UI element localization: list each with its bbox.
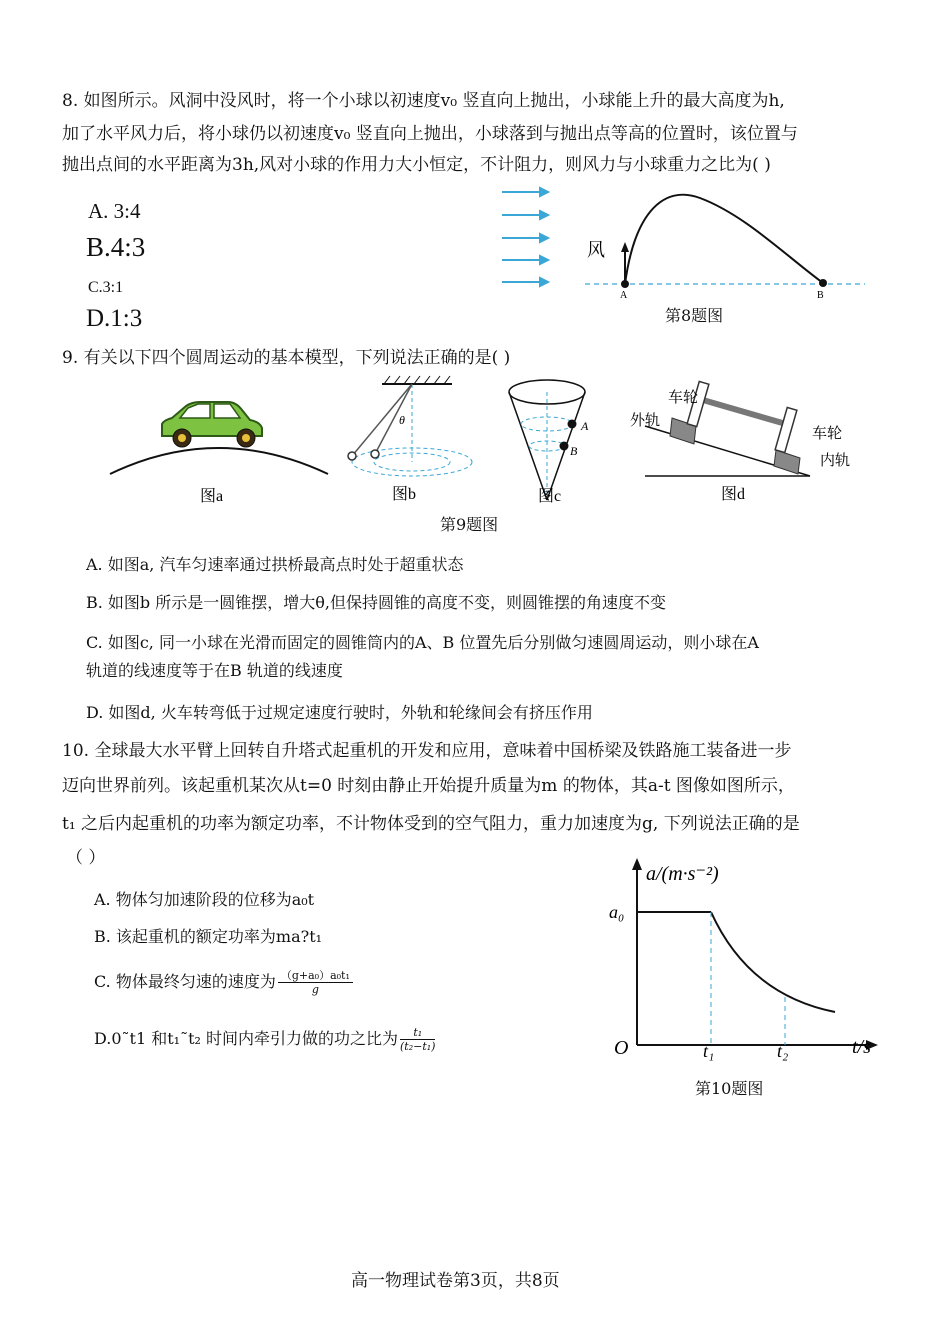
q10-stem-line4: （ ） xyxy=(66,848,106,868)
q9-figure xyxy=(100,372,860,512)
figure-a-car-on-bridge xyxy=(110,402,328,474)
q8-figure-caption: 第8题图 xyxy=(665,306,724,325)
q9-option-c-line2: 轨道的线速度等于在B 轨道的线速度 xyxy=(86,661,343,680)
figure-b-conical-pendulum xyxy=(348,376,472,476)
q10-option-d xyxy=(94,1026,435,1053)
q9-option-b: B. 如图b 所示是一圆锥摆，增大θ,但保持圆锥的高度不变，则圆锥摆的角速度不变 xyxy=(86,593,666,612)
figure-c-cone xyxy=(509,380,589,500)
point-b-dot xyxy=(819,279,827,287)
point-b-label: B xyxy=(817,290,824,300)
q8-stem-line1: 8. 如图所示。风洞中没风时，将一个小球以初速度v₀ 竖直向上抛出，小球能上升的最大高度为h, xyxy=(62,91,785,111)
q10-stem-line3: t₁ 之后内起重机的功率为额定功率，不计物体受到的空气阻力，重力加速度为g, 下列说法正确的是 xyxy=(62,814,800,834)
q10-option-d-text: D.0˜t1 和t₁˜t₂ 时间内牵引力做的功之比为 xyxy=(94,1029,398,1048)
q10-stem-line1: 10. 全球最大水平臂上回转自升塔式起重机的开发和应用，意味着中国桥梁及铁路施工装备进一步 xyxy=(62,741,792,761)
q9-option-a: A. 如图a, 汽车匀速率通过拱桥最高点时处于超重状态 xyxy=(86,555,464,574)
q10-option-d-denominator: (t₂−t₁) xyxy=(400,1040,436,1053)
wind-label: 风 xyxy=(587,240,605,260)
q8-option-b: B.4:3 xyxy=(86,232,146,262)
q10-stem-line2: 迈向世界前列。该起重机某次从t=0 时刻由静止开始提升质量为m 的物体，其a-t 图像如图所示， xyxy=(62,776,795,796)
figure-c-label: 图c xyxy=(538,488,562,505)
graph-t2-label: t₂ xyxy=(777,1041,789,1061)
trajectory-curve xyxy=(625,195,823,284)
q8-stem-line2: 加了水平风力后，将小球仍以初速度v₀ 竖直向上抛出，小球落到与抛出点等高的位置时，该位置与 xyxy=(62,124,798,144)
q10-option-d-numerator: t₁ xyxy=(400,1026,435,1040)
q9-stem: 9. 有关以下四个圆周运动的基本模型，下列说法正确的是( ) xyxy=(62,348,511,368)
figure-b-label: 图b xyxy=(392,486,417,503)
q8-option-a: A. 3:4 xyxy=(88,199,141,223)
figure-d-train-rails xyxy=(630,381,850,476)
q8-stem-line3: 抛出点间的水平距离为3h,风对小球的作用力大小恒定，不计阻力，则风力与小球重力之比为( ) xyxy=(62,155,771,175)
q10-option-c xyxy=(94,969,353,996)
q10-graph xyxy=(600,850,890,1065)
page-footer: 高一物理试卷第3页，共8页 xyxy=(351,1271,560,1291)
q10-graph-caption: 第10题图 xyxy=(695,1079,764,1098)
q10-option-c-denominator: g xyxy=(311,983,319,996)
graph-t1-label: t₁ xyxy=(703,1041,715,1061)
decreasing-acceleration-curve xyxy=(711,912,835,1012)
q10-option-c-text: C. 物体最终匀速的速度为 xyxy=(94,972,276,991)
wind-arrows xyxy=(502,188,548,286)
inner-rail-label: 内轨 xyxy=(820,453,851,469)
graph-x-label: t/s xyxy=(852,1036,871,1058)
cone-b-label: B xyxy=(570,444,578,458)
wheel-label-2: 车轮 xyxy=(812,426,843,442)
point-a-label: A xyxy=(620,290,628,300)
figure-d-label: 图d xyxy=(721,486,746,503)
q10-option-d-fraction xyxy=(400,1026,435,1053)
cone-a-label: A xyxy=(581,419,589,433)
q8-option-c: C.3:1 xyxy=(88,279,124,296)
point-a-dot xyxy=(621,280,629,288)
q10-option-a: A. 物体匀加速阶段的位移为a₀t xyxy=(94,890,315,909)
q9-option-d: D. 如图d, 火车转弯低于过规定速度行驶时，外轨和轮缘间会有挤压作用 xyxy=(86,703,593,722)
theta-label: θ xyxy=(399,413,405,427)
q8-figure xyxy=(490,180,880,300)
q10-option-b: B. 该起重机的额定功率为ma?t₁ xyxy=(94,927,323,946)
graph-origin-label: O xyxy=(614,1037,629,1059)
figure-a-label: 图a xyxy=(200,488,224,505)
graph-y-label: a/(m·s⁻²) xyxy=(646,863,719,885)
q10-option-c-fraction xyxy=(278,969,353,996)
q9-figure-caption: 第9题图 xyxy=(440,515,499,534)
graph-a0-label: a₀ xyxy=(609,902,625,922)
q9-option-c-line1: C. 如图c, 同一小球在光滑而固定的圆锥筒内的A、B 位置先后分别做匀速圆周运动，则小球在A xyxy=(86,633,759,652)
q8-option-d: D.1:3 xyxy=(86,305,143,332)
outer-rail-label: 外轨 xyxy=(630,413,661,429)
q10-option-c-numerator: （g+a₀）a₀t₁ xyxy=(278,969,353,983)
wheel-label-1: 车轮 xyxy=(668,390,699,406)
